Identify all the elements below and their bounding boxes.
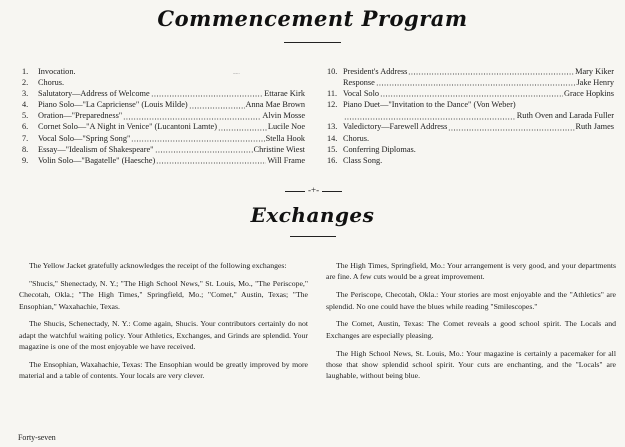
program-item-number: 1. xyxy=(22,67,29,76)
program-item xyxy=(22,77,305,88)
program-item-number: 5. xyxy=(22,111,29,121)
program-item-title: Cornet Solo—"A Night in Venice" (Lucantoni Lamte) xyxy=(38,122,217,132)
program-item-number: 11. xyxy=(327,89,338,99)
program-item-title: Salutatory—Address of Welcome xyxy=(38,89,150,99)
program-item xyxy=(22,133,305,144)
ink-smudge: ~~· xyxy=(233,72,241,77)
exchange-paragraph: The Comet, Austin, Texas: The Comet reveals a good school spirit. The Locals and Exchanges are especially pleasing. xyxy=(326,319,616,340)
program-heading: Commencement Program xyxy=(157,6,468,31)
program-item-performer: Alvin Mosse xyxy=(262,111,305,121)
program-item-title: Volin Solo—"Bagatelle" (Haesche) xyxy=(38,155,156,165)
program-item xyxy=(22,121,305,132)
leader-dots xyxy=(408,66,574,77)
program-item-performer: Stella Hook xyxy=(265,133,305,143)
leader-dots xyxy=(151,88,264,99)
leader-dots xyxy=(123,110,261,121)
leader-dots xyxy=(155,144,253,155)
program-item-number: 16. xyxy=(327,155,338,165)
exchanges-heading-rule xyxy=(290,236,336,237)
program-item xyxy=(22,99,305,110)
exchange-paragraph: The Ensophian, Waxahachie, Texas: The Ensophian would be greatly improved by more material and a table of contents. Your locals are very clever. xyxy=(19,360,308,381)
exchange-paragraph: "Shucis," Shenectady, N. Y.; "The High School News," St. Louis, Mo., "The Periscope," Checotah, Okla.; "The High Times," Springfield, Mo.; "Comet," Austin, Texas; "The Ensophian," Waxahachie, Texas. xyxy=(19,278,308,311)
leader-dots xyxy=(218,121,267,132)
program-item-number: 12. xyxy=(327,100,338,110)
program-item-number: 2. xyxy=(22,78,29,88)
program-item-performer: Lucile Noe xyxy=(267,122,305,132)
program-item xyxy=(22,66,305,77)
program-item-number: 6. xyxy=(22,122,29,132)
section-divider-right xyxy=(322,191,342,192)
program-item xyxy=(327,155,614,166)
program-item-title: President's Address xyxy=(343,67,408,76)
leader-dots xyxy=(376,77,576,88)
program-item xyxy=(327,110,614,121)
exchange-paragraph: The High School News, St. Louis, Mo.: Your magazine is certainly a pacemaker for all those that show splendid school spirit. Your cuts are enchanting, and the "Locals" are laughable, without being blue. xyxy=(326,348,616,381)
program-item xyxy=(22,88,305,99)
program-list-right xyxy=(327,66,614,166)
program-item-number: 9. xyxy=(22,155,29,165)
program-item-performer: Jake Henry xyxy=(576,78,614,88)
program-item-title: Response xyxy=(343,78,375,88)
program-item-performer: Grace Hopkins xyxy=(564,89,614,99)
program-item-title: Vocal Solo xyxy=(343,89,380,99)
program-item xyxy=(327,88,614,99)
program-item-title: Chorus. xyxy=(343,133,370,143)
program-item-number: 7. xyxy=(22,133,29,143)
program-item-title: Vocal Solo—"Spring Song" xyxy=(38,133,131,143)
program-item-performer: Will Frame xyxy=(267,155,305,165)
program-item xyxy=(327,99,614,110)
program-item-title: Class Song. xyxy=(343,155,383,165)
exchanges-heading: Exchanges xyxy=(250,203,375,227)
exchanges-column-right xyxy=(326,260,616,388)
program-item xyxy=(22,144,305,155)
exchange-paragraph: The Shucis, Schenectady, N. Y.: Come again, Shucis. Your contributors certainly do not adapt the watchful waiting policy. Your Athletics, Exchanges, and Grinds are splendid. Your magazine is one of the most enjoyable we have received. xyxy=(19,319,308,352)
program-item-number: 10. xyxy=(327,67,338,76)
program-item-number: 15. xyxy=(327,144,338,154)
program-item-number: 8. xyxy=(22,144,29,154)
leader-dots xyxy=(189,99,245,110)
leader-dots xyxy=(131,133,264,144)
program-item xyxy=(327,144,614,155)
exchange-paragraph: The High Times, Springfield, Mo.: Your arrangement is very good, and your departments are fine. A few cuts would be a great improvement. xyxy=(326,261,616,282)
program-item-title: Invocation. xyxy=(38,67,76,76)
program-item-title: Chorus. xyxy=(38,78,65,88)
program-list-left xyxy=(22,66,305,166)
program-item-number xyxy=(327,110,343,121)
exchange-paragraph: The Periscope, Checotah, Okla.: Your stories are most enjoyable and the "Athletics" are splendid. No one could have the blues while reading "Smilescopes." xyxy=(326,290,616,311)
program-item-title: Valedictory—Farewell Address xyxy=(343,122,448,132)
program-item-number: 4. xyxy=(22,100,29,110)
program-item-performer: Anna Mae Brown xyxy=(245,100,305,110)
program-item-title: Piano Duet—"Invitation to the Dance" (Von Weber) xyxy=(343,100,516,110)
program-item-performer: Christine Wiest xyxy=(253,144,305,154)
leader-dots xyxy=(344,110,516,121)
program-item xyxy=(327,121,614,132)
program-item-performer: Ettarae Kirk xyxy=(264,89,305,99)
program-item-number: 13. xyxy=(327,122,338,132)
program-item-number: 3. xyxy=(22,89,29,99)
section-divider-left xyxy=(285,191,305,192)
program-item-title: Conferring Diplomas. xyxy=(343,144,416,154)
exchange-paragraph: The Yellow Jacket gratefully acknowledges the receipt of the following exchanges: xyxy=(29,261,287,270)
program-item-title: Oration—"Preparedness" xyxy=(38,111,123,121)
program-item xyxy=(22,155,305,166)
program-item xyxy=(22,110,305,121)
page-number: Forty-seven xyxy=(18,433,56,442)
program-item-performer: Ruth Oven and Larada Fuller xyxy=(516,111,614,121)
program-item xyxy=(327,133,614,144)
leader-dots xyxy=(380,88,563,99)
program-item-number: 14. xyxy=(327,133,338,143)
program-item xyxy=(327,66,614,77)
program-heading-rule xyxy=(284,42,341,43)
section-divider-ornament: -+- xyxy=(308,185,320,195)
leader-dots xyxy=(156,155,266,166)
program-item-performer: Ruth James xyxy=(575,122,614,132)
program-item-title: Piano Solo—"La Capriciense" (Louis Milde) xyxy=(38,100,188,110)
exchanges-column-left xyxy=(19,260,308,388)
program-item xyxy=(327,77,614,88)
program-item-number xyxy=(327,77,343,88)
program-item-performer: Mary Kiker xyxy=(575,67,614,76)
program-item-title: Essay—"Idealism of Shakespeare" xyxy=(38,144,154,154)
leader-dots xyxy=(448,121,574,132)
